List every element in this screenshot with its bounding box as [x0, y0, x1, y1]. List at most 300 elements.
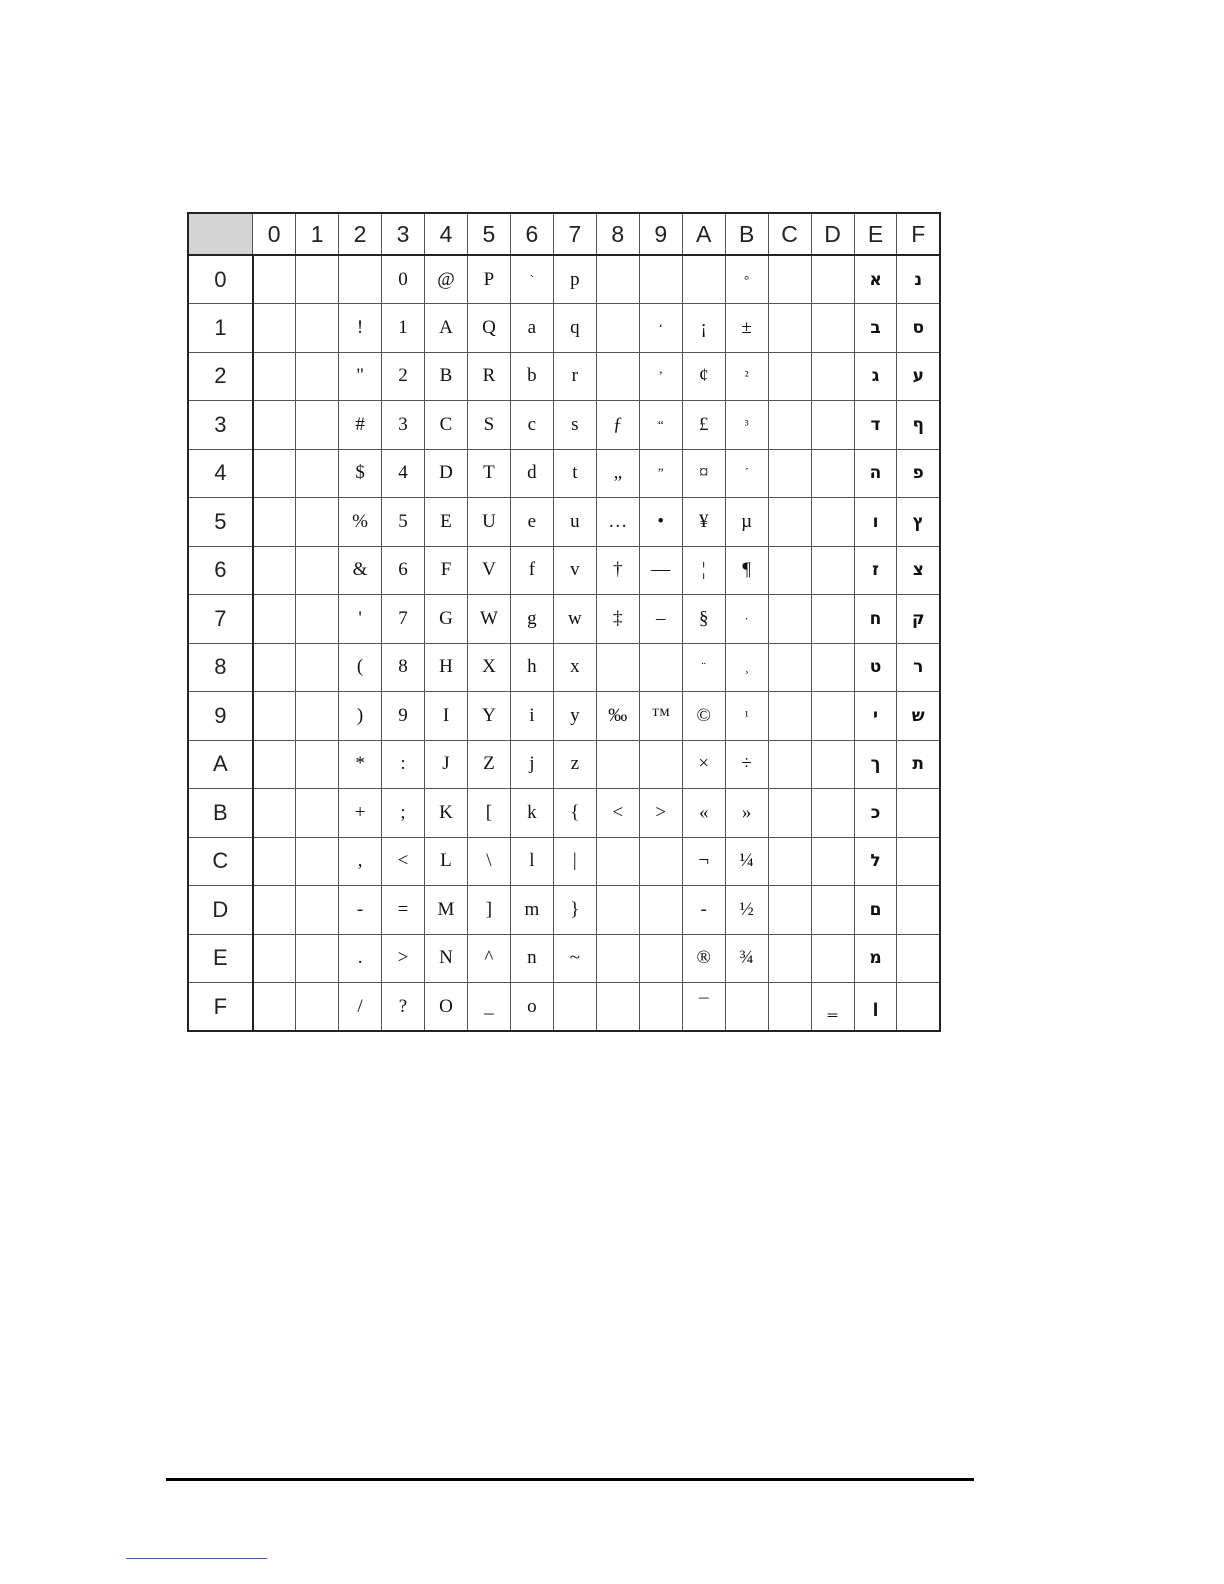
table-row	[188, 643, 940, 692]
glyph-cell: †	[596, 546, 639, 595]
glyph-cell: #	[339, 401, 382, 450]
table-corner-cell	[188, 213, 253, 255]
glyph-cell	[768, 304, 811, 353]
glyph-cell: t	[553, 449, 596, 498]
glyph-cell: ר	[897, 643, 940, 692]
glyph-cell: ¦	[682, 546, 725, 595]
glyph-cell: מ	[854, 934, 897, 983]
glyph-cell: *	[339, 740, 382, 789]
glyph-cell: 6	[382, 546, 425, 595]
glyph-cell	[296, 837, 339, 886]
glyph-cell: r	[553, 352, 596, 401]
glyph-cell: 4	[382, 449, 425, 498]
table-row	[188, 934, 940, 983]
glyph-cell: K	[425, 789, 468, 838]
glyph-cell: ט	[854, 643, 897, 692]
glyph-cell: 9	[382, 692, 425, 741]
column-header: 7	[553, 213, 596, 255]
glyph-cell	[296, 983, 339, 1032]
glyph-cell: @	[425, 255, 468, 304]
glyph-cell: ´	[725, 449, 768, 498]
glyph-cell	[897, 934, 940, 983]
glyph-cell: N	[425, 934, 468, 983]
glyph-cell	[296, 789, 339, 838]
glyph-cell: י	[854, 692, 897, 741]
glyph-cell: ™	[639, 692, 682, 741]
glyph-cell	[811, 595, 854, 644]
glyph-cell	[253, 740, 296, 789]
glyph-cell: `	[510, 255, 553, 304]
glyph-cell	[811, 934, 854, 983]
column-header: C	[768, 213, 811, 255]
glyph-cell: 0	[382, 255, 425, 304]
glyph-cell: ד	[854, 401, 897, 450]
glyph-cell: נ	[897, 255, 940, 304]
glyph-cell: ו	[854, 498, 897, 547]
glyph-cell: p	[553, 255, 596, 304]
glyph-cell	[253, 498, 296, 547]
glyph-cell: O	[425, 983, 468, 1032]
glyph-cell: H	[425, 643, 468, 692]
row-header: 8	[188, 643, 253, 692]
glyph-cell	[639, 255, 682, 304]
glyph-cell: Q	[467, 304, 510, 353]
glyph-cell	[768, 837, 811, 886]
glyph-cell	[768, 983, 811, 1032]
glyph-cell	[253, 595, 296, 644]
glyph-cell: כ	[854, 789, 897, 838]
glyph-cell: ‗	[811, 983, 854, 1032]
row-header: E	[188, 934, 253, 983]
glyph-cell: –	[639, 595, 682, 644]
glyph-cell: ך	[854, 740, 897, 789]
glyph-cell	[596, 352, 639, 401]
glyph-cell	[296, 546, 339, 595]
glyph-cell: -	[682, 886, 725, 935]
row-header: 5	[188, 498, 253, 547]
glyph-cell: ן	[854, 983, 897, 1032]
bottom-link-underline	[126, 1558, 267, 1559]
glyph-cell: ס	[897, 304, 940, 353]
glyph-cell: n	[510, 934, 553, 983]
glyph-cell: 1	[382, 304, 425, 353]
glyph-cell: ÷	[725, 740, 768, 789]
glyph-cell: >	[639, 789, 682, 838]
column-header: 4	[425, 213, 468, 255]
column-header: 1	[296, 213, 339, 255]
glyph-cell: '	[339, 595, 382, 644]
glyph-cell: C	[425, 401, 468, 450]
glyph-cell	[253, 692, 296, 741]
glyph-cell: c	[510, 401, 553, 450]
glyph-cell	[639, 886, 682, 935]
glyph-cell: _	[467, 983, 510, 1032]
glyph-cell	[768, 449, 811, 498]
table-row	[188, 498, 940, 547]
glyph-cell	[811, 886, 854, 935]
column-header: A	[682, 213, 725, 255]
row-header: 2	[188, 352, 253, 401]
glyph-cell: P	[467, 255, 510, 304]
glyph-cell: ל	[854, 837, 897, 886]
glyph-cell	[811, 498, 854, 547]
glyph-cell	[296, 449, 339, 498]
glyph-cell: ;	[382, 789, 425, 838]
column-header: F	[897, 213, 940, 255]
glyph-cell: m	[510, 886, 553, 935]
glyph-cell: ²	[725, 352, 768, 401]
glyph-cell: ƒ	[596, 401, 639, 450]
glyph-cell: ה	[854, 449, 897, 498]
glyph-cell	[639, 934, 682, 983]
glyph-cell: ‘	[639, 304, 682, 353]
glyph-cell: .	[339, 934, 382, 983]
glyph-cell: ף	[897, 401, 940, 450]
glyph-cell: ®	[682, 934, 725, 983]
glyph-cell: e	[510, 498, 553, 547]
glyph-cell: ³	[725, 401, 768, 450]
glyph-cell: <	[382, 837, 425, 886]
glyph-cell: %	[339, 498, 382, 547]
row-header: 3	[188, 401, 253, 450]
glyph-cell: i	[510, 692, 553, 741]
glyph-cell	[253, 304, 296, 353]
glyph-cell	[897, 837, 940, 886]
glyph-cell: T	[467, 449, 510, 498]
glyph-cell	[811, 692, 854, 741]
glyph-cell: \	[467, 837, 510, 886]
glyph-cell	[897, 789, 940, 838]
glyph-cell: M	[425, 886, 468, 935]
glyph-cell	[296, 304, 339, 353]
glyph-cell: ‡	[596, 595, 639, 644]
table-row	[188, 789, 940, 838]
glyph-cell: a	[510, 304, 553, 353]
glyph-cell	[596, 837, 639, 886]
glyph-cell: u	[553, 498, 596, 547]
glyph-cell: |	[553, 837, 596, 886]
character-code-table	[187, 212, 941, 1032]
column-header: 2	[339, 213, 382, 255]
glyph-cell: ¯	[682, 983, 725, 1032]
glyph-cell	[253, 449, 296, 498]
glyph-cell: E	[425, 498, 468, 547]
glyph-cell: A	[425, 304, 468, 353]
glyph-cell	[811, 643, 854, 692]
row-header: 9	[188, 692, 253, 741]
glyph-cell: —	[639, 546, 682, 595]
glyph-cell: 2	[382, 352, 425, 401]
glyph-cell: {	[553, 789, 596, 838]
row-header: 6	[188, 546, 253, 595]
glyph-cell: (	[339, 643, 382, 692]
glyph-cell: „	[596, 449, 639, 498]
glyph-cell: ז	[854, 546, 897, 595]
glyph-cell: R	[467, 352, 510, 401]
glyph-cell	[768, 692, 811, 741]
glyph-cell: &	[339, 546, 382, 595]
glyph-cell	[897, 886, 940, 935]
glyph-cell	[682, 255, 725, 304]
glyph-cell: ~	[553, 934, 596, 983]
glyph-cell: [	[467, 789, 510, 838]
glyph-cell	[596, 255, 639, 304]
row-header: D	[188, 886, 253, 935]
glyph-cell	[639, 983, 682, 1032]
glyph-cell: ע	[897, 352, 940, 401]
column-header: 6	[510, 213, 553, 255]
table-row	[188, 546, 940, 595]
column-header-row	[188, 213, 940, 255]
glyph-cell: ת	[897, 740, 940, 789]
glyph-cell	[296, 595, 339, 644]
glyph-cell	[897, 983, 940, 1032]
glyph-cell: >	[382, 934, 425, 983]
glyph-cell	[768, 934, 811, 983]
glyph-cell	[253, 255, 296, 304]
column-header: B	[725, 213, 768, 255]
table-row	[188, 595, 940, 644]
glyph-cell	[253, 546, 296, 595]
glyph-cell	[639, 837, 682, 886]
glyph-cell: v	[553, 546, 596, 595]
row-header: A	[188, 740, 253, 789]
glyph-cell: V	[467, 546, 510, 595]
glyph-cell: »	[725, 789, 768, 838]
column-header: 3	[382, 213, 425, 255]
glyph-cell: ג	[854, 352, 897, 401]
glyph-cell: j	[510, 740, 553, 789]
glyph-cell	[768, 595, 811, 644]
glyph-cell: }	[553, 886, 596, 935]
glyph-cell: ×	[682, 740, 725, 789]
glyph-cell	[596, 304, 639, 353]
glyph-cell: -	[339, 886, 382, 935]
glyph-cell: ם	[854, 886, 897, 935]
glyph-cell	[339, 255, 382, 304]
glyph-cell: µ	[725, 498, 768, 547]
glyph-cell: y	[553, 692, 596, 741]
row-header: 4	[188, 449, 253, 498]
glyph-cell: :	[382, 740, 425, 789]
glyph-cell: 5	[382, 498, 425, 547]
glyph-cell	[811, 789, 854, 838]
glyph-cell: l	[510, 837, 553, 886]
glyph-cell: ¶	[725, 546, 768, 595]
glyph-cell: F	[425, 546, 468, 595]
glyph-cell: !	[339, 304, 382, 353]
glyph-cell: ‰	[596, 692, 639, 741]
glyph-cell	[596, 934, 639, 983]
glyph-cell	[768, 740, 811, 789]
glyph-cell: ©	[682, 692, 725, 741]
glyph-cell	[296, 643, 339, 692]
glyph-cell: D	[425, 449, 468, 498]
glyph-cell: §	[682, 595, 725, 644]
glyph-cell	[253, 934, 296, 983]
glyph-cell: L	[425, 837, 468, 886]
glyph-cell: ¸	[725, 643, 768, 692]
glyph-cell: <	[596, 789, 639, 838]
glyph-cell: ½	[725, 886, 768, 935]
table-row	[188, 740, 940, 789]
glyph-cell	[725, 983, 768, 1032]
column-header: 0	[253, 213, 296, 255]
glyph-cell: s	[553, 401, 596, 450]
glyph-cell: =	[382, 886, 425, 935]
glyph-cell: ח	[854, 595, 897, 644]
glyph-cell: h	[510, 643, 553, 692]
glyph-cell	[296, 498, 339, 547]
glyph-cell	[639, 643, 682, 692]
glyph-cell: א	[854, 255, 897, 304]
glyph-cell	[811, 401, 854, 450]
glyph-cell	[768, 789, 811, 838]
glyph-cell: I	[425, 692, 468, 741]
glyph-cell: 8	[382, 643, 425, 692]
glyph-cell: d	[510, 449, 553, 498]
column-header: 9	[639, 213, 682, 255]
glyph-cell	[811, 740, 854, 789]
glyph-cell: W	[467, 595, 510, 644]
column-header: 5	[467, 213, 510, 255]
table-row	[188, 886, 940, 935]
glyph-cell: ?	[382, 983, 425, 1032]
glyph-cell: ]	[467, 886, 510, 935]
glyph-cell	[553, 983, 596, 1032]
glyph-cell: q	[553, 304, 596, 353]
glyph-cell: )	[339, 692, 382, 741]
row-header: 1	[188, 304, 253, 353]
glyph-cell: ש	[897, 692, 940, 741]
glyph-cell: "	[339, 352, 382, 401]
table-row	[188, 304, 940, 353]
glyph-cell: «	[682, 789, 725, 838]
glyph-cell	[596, 740, 639, 789]
glyph-cell	[253, 789, 296, 838]
glyph-cell	[639, 740, 682, 789]
table-row	[188, 983, 940, 1032]
glyph-cell: +	[339, 789, 382, 838]
glyph-cell: ¾	[725, 934, 768, 983]
glyph-cell: £	[682, 401, 725, 450]
glyph-cell: ”	[639, 449, 682, 498]
table-row	[188, 837, 940, 886]
glyph-cell: °	[725, 255, 768, 304]
glyph-cell: ¹	[725, 692, 768, 741]
glyph-cell: g	[510, 595, 553, 644]
glyph-cell	[811, 255, 854, 304]
glyph-cell: x	[553, 643, 596, 692]
row-header: 7	[188, 595, 253, 644]
glyph-cell	[296, 255, 339, 304]
glyph-cell: “	[639, 401, 682, 450]
glyph-cell	[811, 352, 854, 401]
table-row	[188, 352, 940, 401]
glyph-cell	[296, 886, 339, 935]
glyph-cell: o	[510, 983, 553, 1032]
glyph-cell	[811, 837, 854, 886]
glyph-cell	[768, 886, 811, 935]
glyph-cell	[253, 643, 296, 692]
row-header: B	[188, 789, 253, 838]
glyph-cell: f	[510, 546, 553, 595]
glyph-cell: …	[596, 498, 639, 547]
glyph-cell: Z	[467, 740, 510, 789]
glyph-cell	[253, 886, 296, 935]
table-row	[188, 401, 940, 450]
glyph-cell: ץ	[897, 498, 940, 547]
glyph-cell	[253, 983, 296, 1032]
column-header: D	[811, 213, 854, 255]
glyph-cell: 7	[382, 595, 425, 644]
glyph-cell	[296, 934, 339, 983]
glyph-cell	[768, 498, 811, 547]
glyph-cell	[253, 401, 296, 450]
glyph-cell: ק	[897, 595, 940, 644]
table-row	[188, 255, 940, 304]
row-header: F	[188, 983, 253, 1032]
glyph-cell: $	[339, 449, 382, 498]
glyph-cell	[768, 255, 811, 304]
glyph-cell: ¨	[682, 643, 725, 692]
glyph-cell	[296, 401, 339, 450]
glyph-cell	[253, 837, 296, 886]
glyph-cell: ’	[639, 352, 682, 401]
footer-rule	[166, 1478, 974, 1481]
glyph-cell	[296, 352, 339, 401]
glyph-cell: G	[425, 595, 468, 644]
table-row	[188, 692, 940, 741]
glyph-cell: J	[425, 740, 468, 789]
glyph-cell: ¬	[682, 837, 725, 886]
glyph-cell	[811, 546, 854, 595]
column-header: 8	[596, 213, 639, 255]
glyph-cell: 3	[382, 401, 425, 450]
glyph-cell: Y	[467, 692, 510, 741]
glyph-cell	[596, 886, 639, 935]
row-header: C	[188, 837, 253, 886]
glyph-cell	[253, 352, 296, 401]
glyph-cell: ¥	[682, 498, 725, 547]
glyph-cell: ¤	[682, 449, 725, 498]
glyph-cell: ,	[339, 837, 382, 886]
glyph-cell: B	[425, 352, 468, 401]
glyph-cell	[768, 643, 811, 692]
glyph-cell: z	[553, 740, 596, 789]
glyph-cell: ¡	[682, 304, 725, 353]
glyph-cell: צ	[897, 546, 940, 595]
table-body	[188, 255, 940, 1031]
glyph-cell	[768, 546, 811, 595]
glyph-cell: פ	[897, 449, 940, 498]
column-header: E	[854, 213, 897, 255]
glyph-cell: ^	[467, 934, 510, 983]
glyph-cell: k	[510, 789, 553, 838]
row-header: 0	[188, 255, 253, 304]
glyph-cell: b	[510, 352, 553, 401]
glyph-cell: ·	[725, 595, 768, 644]
glyph-cell: U	[467, 498, 510, 547]
table-row	[188, 449, 940, 498]
glyph-cell	[768, 401, 811, 450]
glyph-cell: ±	[725, 304, 768, 353]
glyph-cell: X	[467, 643, 510, 692]
glyph-cell	[596, 983, 639, 1032]
glyph-cell	[596, 643, 639, 692]
glyph-cell	[811, 304, 854, 353]
glyph-cell: •	[639, 498, 682, 547]
